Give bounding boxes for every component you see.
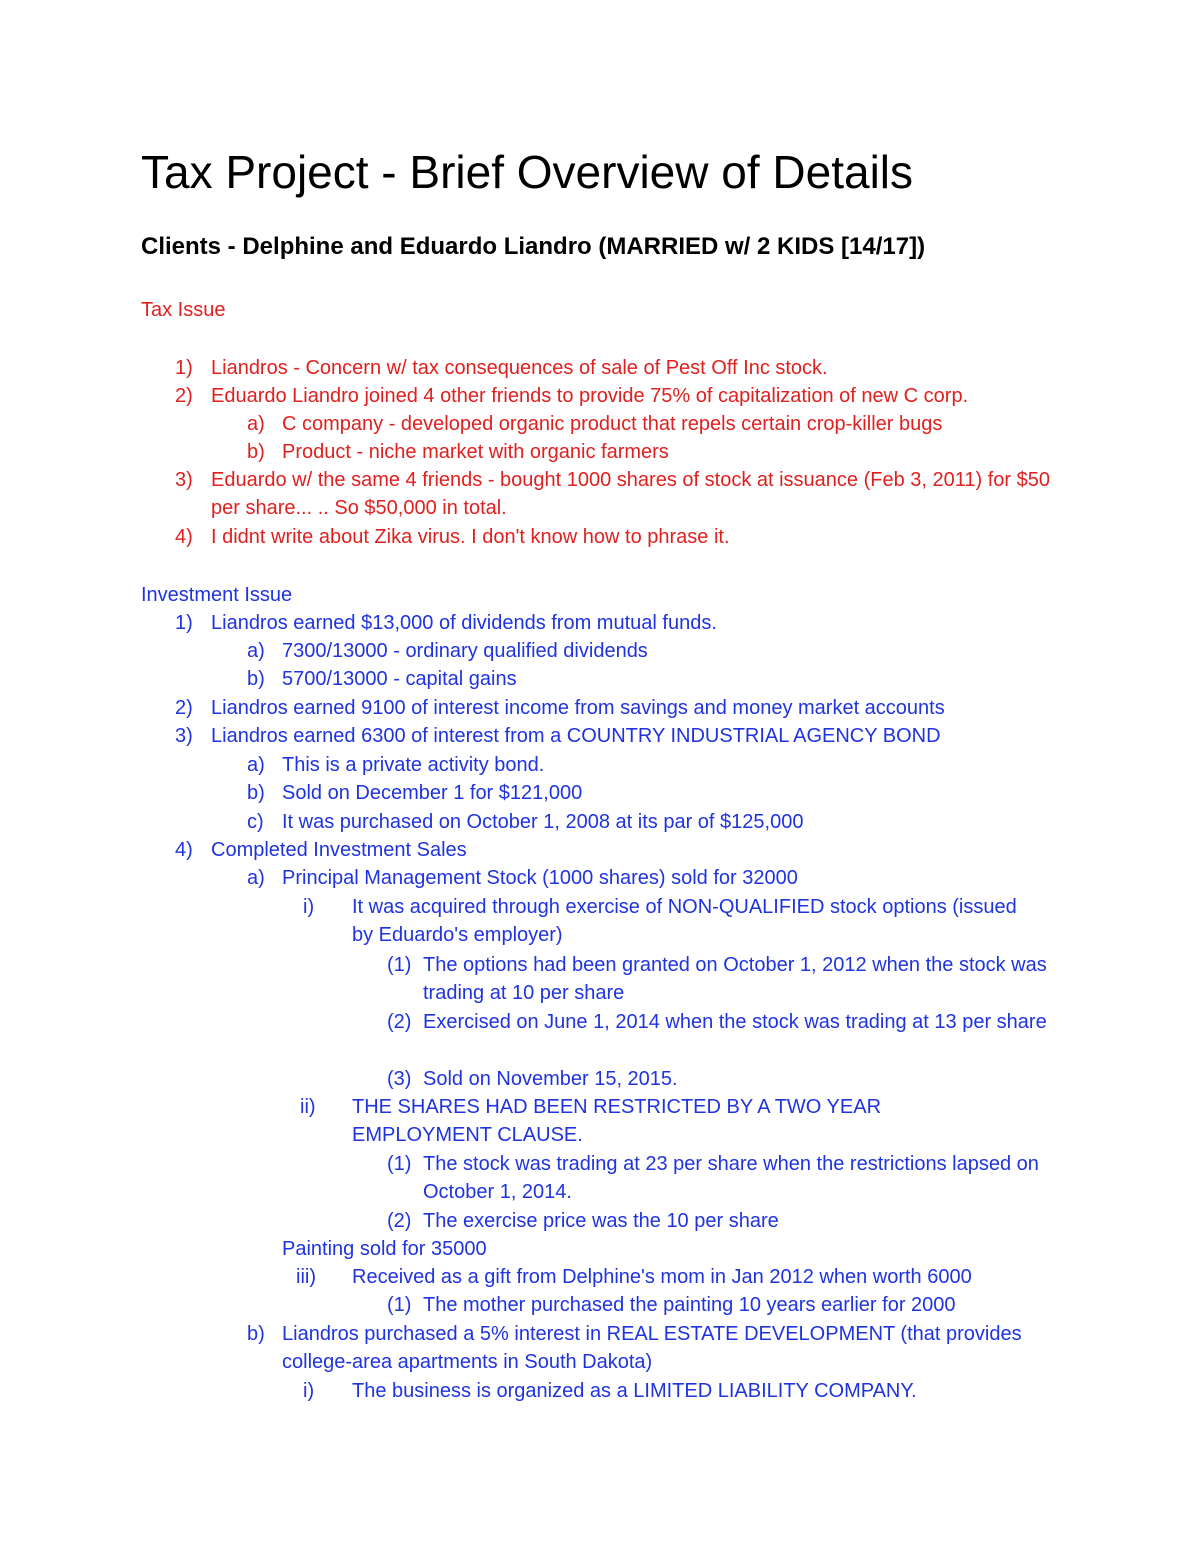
- list-item: b) Sold on December 1 for $121,000: [247, 782, 583, 804]
- list-item: (2) The exercise price was the 10 per share: [387, 1210, 779, 1232]
- investment-issue-heading: Investment Issue: [141, 584, 293, 606]
- list-item: a) 7300/13000 - ordinary qualified dividends: [247, 640, 648, 662]
- list-item: 1) Liandros earned $13,000 of dividends from mutual funds.: [175, 612, 717, 634]
- list-item: (1) The mother purchased the painting 10 years earlier for 2000: [387, 1294, 956, 1316]
- tax-issue-heading: Tax Issue: [141, 299, 226, 321]
- list-item: b) Product - niche market with organic farmers: [247, 441, 669, 463]
- list-item: i) The business is organized as a LIMITED LIABILITY COMPANY.: [303, 1380, 917, 1402]
- list-item: 1) Liandros - Concern w/ tax consequences of sale of Pest Off Inc stock.: [175, 357, 828, 379]
- list-item: (3) Sold on November 15, 2015.: [387, 1068, 678, 1090]
- page-title: Tax Project - Brief Overview of Details: [141, 146, 914, 198]
- list-item: c) It was purchased on October 1, 2008 at its par of $125,000: [247, 811, 804, 833]
- list-item: (1) The options had been granted on October 1, 2012 when the stock was trading at 10 per share: [387, 954, 1047, 1005]
- list-item: 3) Liandros earned 6300 of interest from a COUNTRY INDUSTRIAL AGENCY BOND: [175, 725, 941, 747]
- list-item: a) Principal Management Stock (1000 shares) sold for 32000: [247, 867, 798, 889]
- list-item: ii) THE SHARES HAD BEEN RESTRICTED BY A TWO YEAR EMPLOYMENT CLAUSE.: [300, 1096, 882, 1147]
- list-item: 4) I didnt write about Zika virus. I don't know how to phrase it.: [175, 526, 730, 548]
- list-item: i) It was acquired through exercise of NON-QUALIFIED stock options (issued by Eduardo's employer): [303, 896, 1017, 947]
- list-item: Painting sold for 35000: [282, 1238, 487, 1260]
- list-item: a) This is a private activity bond.: [247, 754, 545, 776]
- list-item: b) 5700/13000 - capital gains: [247, 668, 517, 690]
- list-item: a) C company - developed organic product that repels certain crop-killer bugs: [247, 413, 943, 435]
- list-item: 2) Liandros earned 9100 of interest income from savings and money market accounts: [175, 697, 945, 719]
- list-item: (1) The stock was trading at 23 per share when the restrictions lapsed on October 1, 2014.: [387, 1153, 1039, 1204]
- clients-subtitle: Clients - Delphine and Eduardo Liandro (MARRIED w/ 2 KIDS [14/17]): [141, 233, 926, 260]
- list-item: 4) Completed Investment Sales: [175, 839, 467, 861]
- list-item: (2) Exercised on June 1, 2014 when the stock was trading at 13 per share: [387, 1011, 1047, 1033]
- list-item: 3) Eduardo w/ the same 4 friends - bought 1000 shares of stock at issuance (Feb 3, 2011) for $50 per share... .. So $50,000 in total.: [175, 469, 1051, 520]
- list-item: iii) Received as a gift from Delphine's mom in Jan 2012 when worth 6000: [296, 1266, 972, 1288]
- list-item: 2) Eduardo Liandro joined 4 other friends to provide 75% of capitalization of new C corp.: [175, 385, 969, 407]
- list-item: b) Liandros purchased a 5% interest in REAL ESTATE DEVELOPMENT (that provides college-area apartments in South Dakota): [247, 1323, 1022, 1374]
